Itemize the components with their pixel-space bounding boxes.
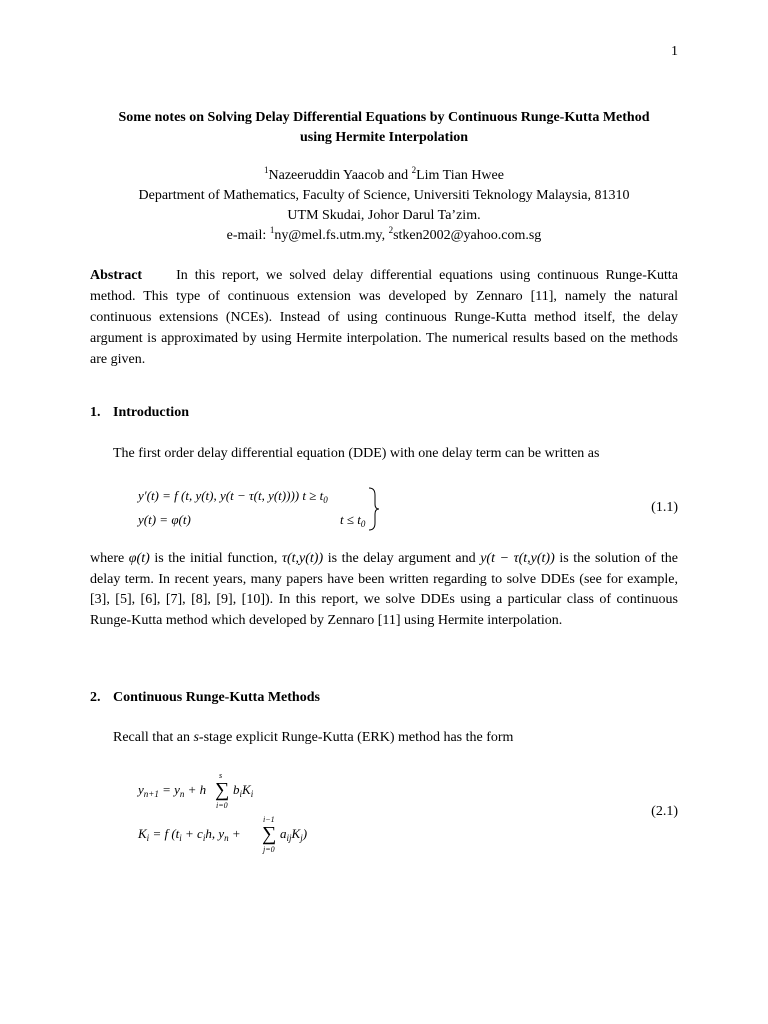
eq2-2-b-sub: i	[202, 833, 206, 843]
s2-intro-b: -stage explicit Runge-Kutta (ERK) method has the form	[198, 730, 514, 745]
summation-icon-2: ∑	[262, 823, 277, 845]
s1-text-d: is the solution of the delay term. In recent years, many papers have been written regarding to solve DDEs (see for example, [3], [5], [6], [7], [8], [9], [10]). In this report, we solve DDEs using a particular class of continuous Runge-Kutta method which developed by Zennaro [11] using Hermite interpolation.	[90, 551, 679, 628]
s2-intro-a: Recall that an	[113, 730, 194, 745]
section1-title: Introduction	[113, 405, 189, 420]
email2-superscript: 2	[388, 225, 394, 235]
title-line-1: Some notes on Solving Delay Differential Equations by Continuous Runge-Kutta Method	[118, 110, 650, 125]
section2-number: 2.	[90, 690, 101, 705]
eq2-2-c: h, y	[205, 826, 225, 841]
eq2-1-h: + h	[184, 782, 207, 797]
equation-1-1-line2	[138, 512, 191, 528]
equation-1-1-line1	[138, 488, 328, 505]
abstract	[90, 265, 678, 370]
summation-icon: ∑	[215, 779, 230, 801]
author2-superscript: 2	[411, 165, 417, 175]
section1-paragraph	[90, 549, 678, 631]
section2-title: Continuous Runge-Kutta Methods	[113, 690, 320, 705]
s1-text-b: is the initial function,	[149, 551, 282, 566]
author-block	[90, 166, 678, 246]
abstract-text: In this report, we solved delay differential equations using continuous Runge-Kutta method. This type of continuous extension was developed by Zennaro [11], namely the natural continuous extensions (NCEs). Instead of using continuous Runge-Kutta method itself, the delay argument is approximated by using Hermite interpolation. The numerical results based on the methods are given.	[90, 268, 678, 367]
paper-title	[90, 108, 678, 148]
s1-ydelay: y(t − τ(t,y(t))	[480, 551, 555, 566]
email-line	[90, 226, 678, 246]
eq2-2-c-sub: n	[224, 833, 229, 843]
email-prefix: e-mail:	[226, 228, 270, 243]
section1-intro: The first order delay differential equation (DDE) with one delay term can be written as	[113, 446, 600, 461]
eq2-2-a: = f (t	[149, 826, 180, 841]
section1-heading	[90, 405, 189, 421]
author1-superscript: 1	[264, 165, 269, 175]
eq2-1-mid-sub: n	[179, 789, 185, 799]
eq2-2-lhs: K	[138, 826, 147, 841]
eq2-2-K-sub: j	[300, 833, 303, 843]
eq2-2-b: + c	[181, 826, 203, 841]
eq2-2-d: +	[228, 826, 241, 841]
eq2-1-mid: = y	[158, 782, 180, 797]
equation-1-1-number: (1.1)	[651, 500, 678, 515]
author1-name: Nazeeruddin Yaacob and	[268, 168, 412, 183]
eq2-2-a-ij: a	[280, 826, 287, 841]
eq2-2-a-sub: i	[179, 833, 182, 843]
eq1-1-line2-sub: 0	[360, 519, 366, 529]
s1-tau: τ(t,y(t))	[281, 551, 324, 566]
eq2-1-K: K	[242, 782, 251, 797]
eq2-2-a-ij-sub: ij	[286, 833, 292, 843]
email1: ny@mel.fs.utm.my,	[274, 228, 389, 243]
s2-s: s	[193, 730, 199, 745]
equation-2-1-line2-term	[280, 826, 307, 843]
eq2-1-b: b	[233, 782, 240, 797]
eq1-1-line1-text: y′(t) = f (t, y(t), y(t − τ(t, y(t)))) t ≥ t	[138, 488, 324, 503]
section1-number: 1.	[90, 405, 101, 420]
right-brace-icon	[368, 487, 380, 531]
title-line-2: using Hermite Interpolation	[300, 130, 468, 145]
s1-text-a: where	[90, 551, 129, 566]
eq2-1-lhs-sub: n+1	[143, 789, 159, 799]
eq2-1-b-sub: i	[239, 789, 243, 799]
sum2-lower-limit: j=0	[263, 845, 275, 854]
eq2-1-K-sub: i	[250, 789, 254, 799]
eq1-1-line1-sub: 0	[323, 495, 328, 505]
eq2-2-lhs-sub: i	[146, 833, 150, 843]
eq1-1-line2-cond: t ≤ t	[340, 512, 361, 527]
email2: stken2002@yahoo.com.sg	[393, 228, 542, 243]
eq2-2-close: )	[302, 826, 308, 841]
email1-superscript: 1	[269, 225, 275, 235]
section2-intro	[113, 730, 678, 746]
section2-heading	[90, 690, 320, 706]
affiliation-line-1: Department of Mathematics, Faculty of Science, Universiti Teknology Malaysia, 81310	[138, 188, 630, 203]
sum2-upper-limit: i−1	[263, 815, 275, 824]
author2-name: Lim Tian Hwee	[416, 168, 504, 183]
equation-2-1-line2	[138, 826, 241, 843]
eq2-1-lhs: y	[138, 782, 144, 797]
equation-2-1-line1	[138, 782, 206, 799]
eq1-1-line2-text: y(t) = φ(t)	[138, 512, 191, 527]
affiliation-line-2: UTM Skudai, Johor Darul Ta’zim.	[287, 208, 481, 223]
equation-2-1-line1-term	[233, 782, 253, 799]
page-number: 1	[671, 44, 678, 59]
eq2-2-K: K	[291, 826, 301, 841]
s1-text-c: is the delay argument and	[323, 551, 481, 566]
equation-1-1-line2-condition	[340, 512, 365, 529]
abstract-label: Abstract	[90, 268, 143, 283]
equation-2-1-number: (2.1)	[651, 804, 678, 819]
author-names	[90, 166, 678, 186]
s1-phi: φ(t)	[128, 551, 150, 566]
sum1-lower-limit: i=0	[216, 801, 228, 810]
sum1-upper-limit: s	[219, 771, 223, 780]
